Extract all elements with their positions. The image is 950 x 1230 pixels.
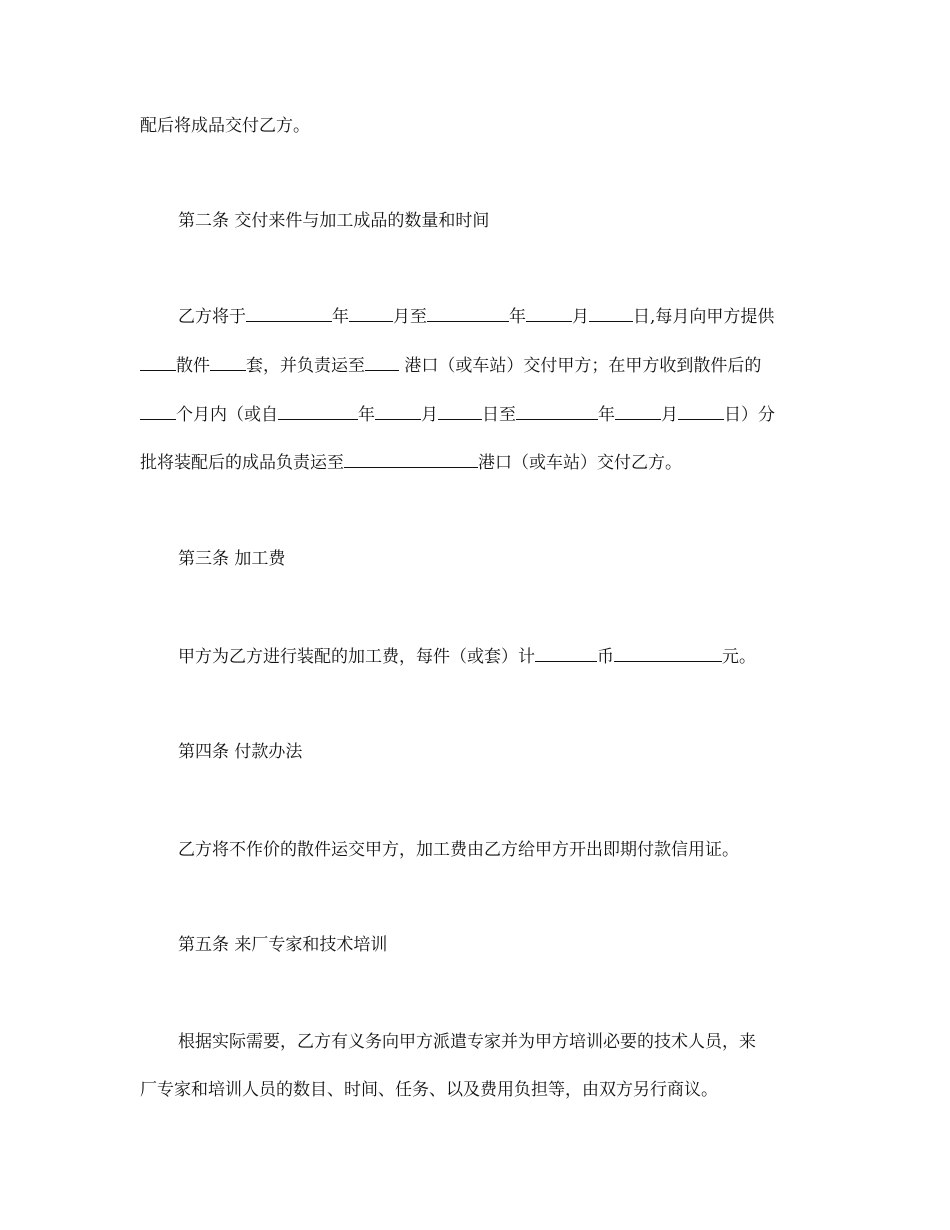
fill-blank xyxy=(210,354,246,371)
text-run: 港口（或车站）交付甲方；在甲方收到散件后的 xyxy=(399,356,762,376)
text-run: 套，并负责运至 xyxy=(246,356,365,376)
article-2-line-3 xyxy=(140,403,775,427)
text-run: 月 xyxy=(572,307,589,327)
text-run: 年 xyxy=(509,307,526,327)
article-2-line-2 xyxy=(140,354,761,378)
text-run: 批将装配后的成品负责运至 xyxy=(140,453,344,473)
text-run: 月 xyxy=(421,405,438,425)
text-run: 厂专家和培训人员的数目、时间、任务、以及费用负担等，由双方另行商议。 xyxy=(140,1080,718,1100)
fill-blank xyxy=(344,451,478,468)
text-run: 乙方将于 xyxy=(178,307,246,327)
heading-text: 第五条 来厂专家和技术培训 xyxy=(178,935,388,955)
text-run: 月 xyxy=(661,405,678,425)
fill-blank xyxy=(438,403,482,420)
text-run: 年 xyxy=(598,405,615,425)
fill-blank xyxy=(365,354,399,371)
heading-text: 第四条 付款办法 xyxy=(178,742,303,762)
article-2-line-1 xyxy=(178,305,774,329)
text-run: 元。 xyxy=(722,647,756,667)
fill-blank xyxy=(615,403,661,420)
fill-blank xyxy=(427,305,509,322)
fill-blank xyxy=(526,305,572,322)
text-run: 年 xyxy=(358,405,375,425)
text-run: 月至 xyxy=(393,307,427,327)
heading-text: 第三条 加工费 xyxy=(178,549,286,569)
text-run: 日,每月向甲方提供 xyxy=(633,307,775,327)
article-4-line-1 xyxy=(178,838,739,862)
text-run: 配后将成品交付乙方。 xyxy=(140,116,310,136)
text-run: 币 xyxy=(597,647,614,667)
text-run: 个月内（或自 xyxy=(176,405,278,425)
fill-blank xyxy=(614,645,722,662)
fill-blank xyxy=(349,305,393,322)
text-run: 散件 xyxy=(176,356,210,376)
article-5-line-1 xyxy=(178,1030,756,1054)
heading-text: 第二条 交付来件与加工成品的数量和时间 xyxy=(178,211,490,231)
fill-blank xyxy=(375,403,421,420)
text-run: 年 xyxy=(332,307,349,327)
text-run: 港口（或车站）交付乙方。 xyxy=(478,453,682,473)
article-2-line-4 xyxy=(140,451,682,475)
article-4-heading xyxy=(178,740,302,764)
text-run: 日）分 xyxy=(724,405,775,425)
paragraph-line xyxy=(140,114,310,138)
fill-blank xyxy=(678,403,724,420)
fill-blank xyxy=(589,305,633,322)
article-2-heading xyxy=(178,209,489,233)
article-5-line-2 xyxy=(140,1078,718,1102)
text-run: 日至 xyxy=(482,405,516,425)
fill-blank xyxy=(246,305,332,322)
text-run: 甲方为乙方进行装配的加工费，每件（或套）计 xyxy=(178,647,535,667)
text-run: 乙方将不作价的散件运交甲方，加工费由乙方给甲方开出即期付款信用证。 xyxy=(178,840,739,860)
fill-blank xyxy=(140,354,176,371)
article-5-heading xyxy=(178,933,387,957)
fill-blank xyxy=(516,403,598,420)
article-3-heading xyxy=(178,547,285,571)
text-run: 根据实际需要，乙方有义务向甲方派遣专家并为甲方培训必要的技术人员，来 xyxy=(178,1032,756,1052)
fill-blank xyxy=(140,403,176,420)
article-3-line-1 xyxy=(178,645,756,669)
fill-blank xyxy=(535,645,597,662)
fill-blank xyxy=(278,403,358,420)
